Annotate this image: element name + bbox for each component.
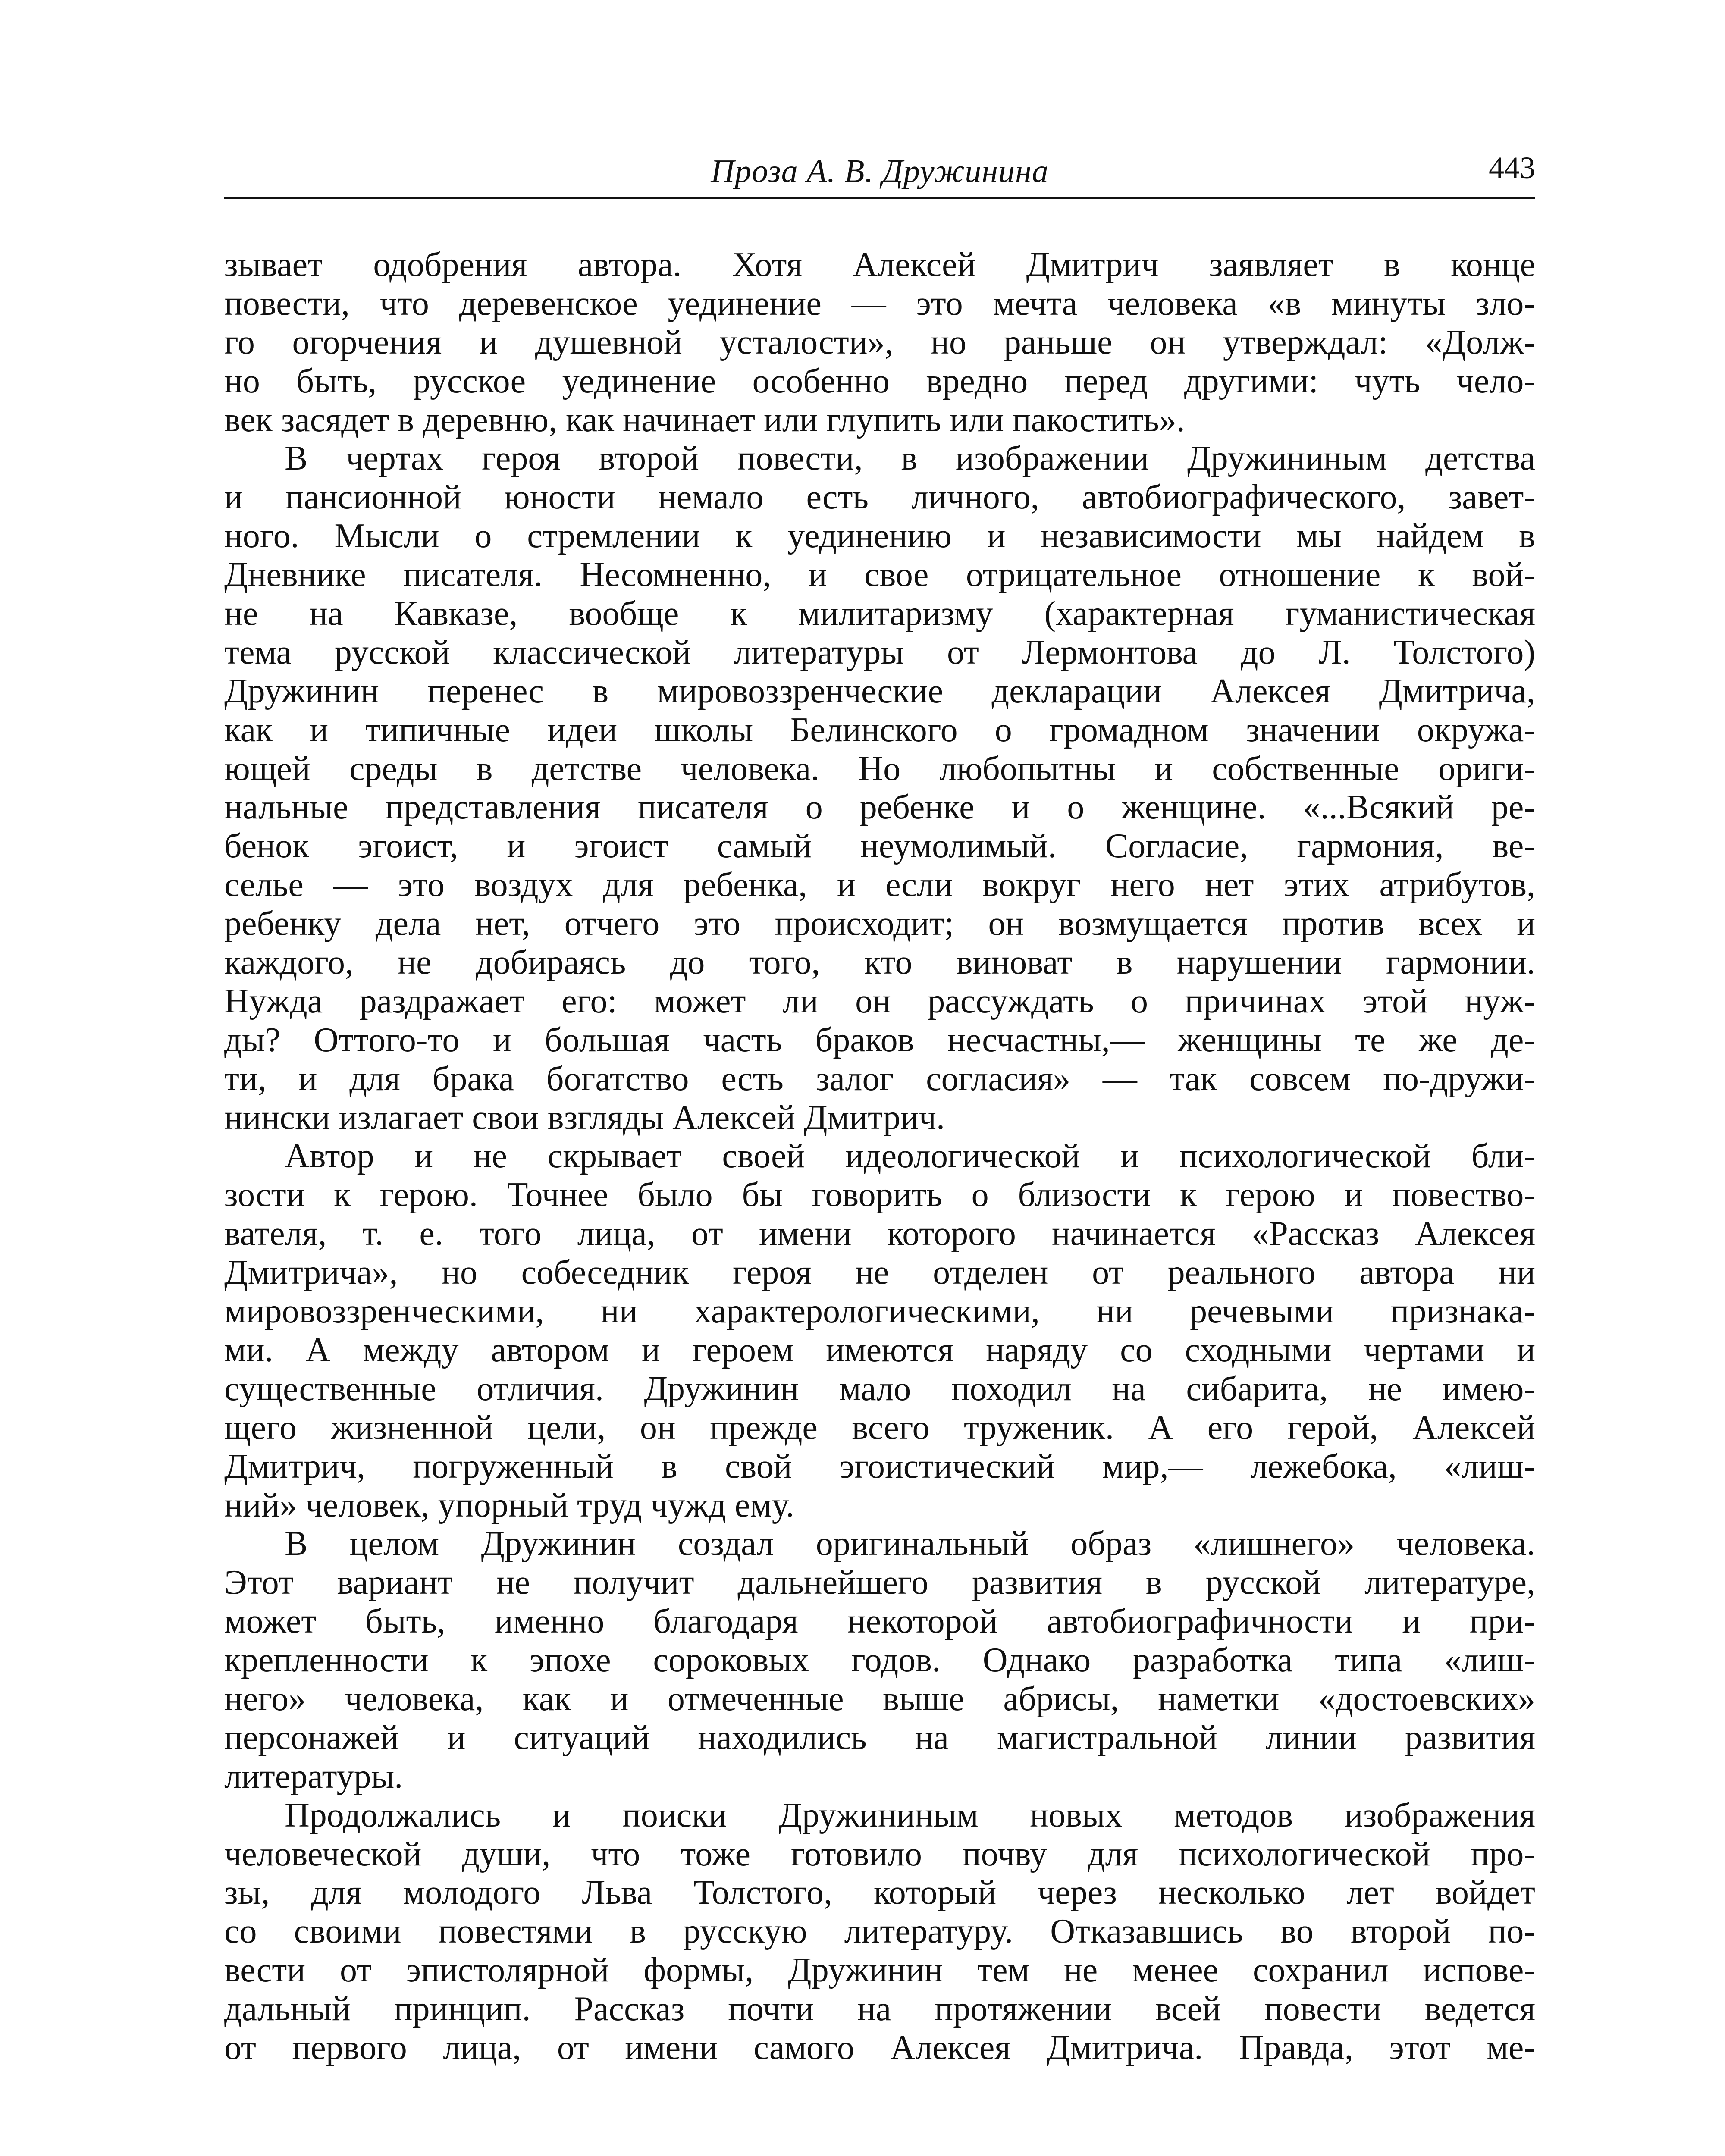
text-line: ного. Мысли о стремлении к уединению и независимости мы найдем в	[224, 517, 1535, 555]
text-line: ми. А между автором и героем имеются наряду со сходными чертами и	[224, 1331, 1535, 1369]
text-line: зости к герою. Точнее было бы говорить о близости к герою и повество-	[224, 1176, 1535, 1214]
text-line: со своими повестями в русскую литературу. Отказавшись во второй по-	[224, 1912, 1535, 1951]
text-line: персонажей и ситуаций находились на магистральной линии развития	[224, 1718, 1535, 1757]
text-line: существенные отличия. Дружинин мало походил на сибарита, не имею-	[224, 1369, 1535, 1408]
text-line: от первого лица, от имени самого Алексея Дмитрича. Правда, этот ме-	[224, 2028, 1535, 2067]
page-header	[224, 142, 1535, 194]
text-line: может быть, именно благодаря некоторой автобиографичности и при-	[224, 1602, 1535, 1641]
text-line: нальные представления писателя о ребенке и о женщине. «...Всякий ре-	[224, 788, 1535, 827]
text-line: человеческой души, что тоже готовило почву для психологической про-	[224, 1835, 1535, 1873]
text-line: литературы.	[224, 1757, 403, 1796]
text-line: щего жизненной цели, он прежде всего труженик. А его герой, Алексей	[224, 1408, 1535, 1447]
text-line: Дружинин перенес в мировоззренческие декларации Алексея Дмитрича,	[224, 672, 1535, 710]
text-line: каждого, не добираясь до того, кто виноват в нарушении гармонии.	[224, 943, 1535, 982]
text-line: вателя, т. е. того лица, от имени которого начинается «Рассказ Алексея	[224, 1215, 1535, 1253]
text-line: мировоззренческими, ни характерологическими, ни речевыми признака-	[224, 1292, 1535, 1331]
text-line: зы, для молодого Льва Толстого, который через несколько лет войдет	[224, 1874, 1535, 1912]
text-line: селье — это воздух для ребенка, и если вокруг него нет этих атрибутов,	[224, 866, 1535, 904]
text-line: Этот вариант не получит дальнейшего развития в русской литературе,	[224, 1564, 1535, 1602]
text-line: бенок эгоист, и эгоист самый неумолимый. Согласие, гармония, ве-	[224, 827, 1535, 865]
page-number: 443	[1489, 150, 1535, 185]
body-text	[224, 246, 1535, 2068]
text-line: ющей среды в детстве человека. Но любопытны и собственные ориги-	[224, 749, 1535, 788]
text-line: зывает одобрения автора. Хотя Алексей Дмитрич заявляет в конце	[224, 246, 1535, 284]
text-line: вести от эпистолярной формы, Дружинин тем не менее сохранил испове-	[224, 1951, 1535, 1990]
text-line: В чертах героя второй повести, в изображении Дружининым детства	[285, 439, 1535, 478]
text-line: Нужда раздражает его: может ли он рассуждать о причинах этой нуж-	[224, 982, 1535, 1020]
text-line: ребенку дела нет, отчего это происходит; он возмущается против всех и	[224, 905, 1535, 943]
text-line: как и типичные идеи школы Белинского о громадном значении окружа-	[224, 711, 1535, 749]
text-line: В целом Дружинин создал оригинальный образ «лишнего» человека.	[285, 1525, 1535, 1563]
text-line: и пансионной юности немало есть личного, автобиографического, завет-	[224, 478, 1535, 517]
header-rule	[224, 197, 1535, 199]
text-line: ти, и для брака богатство есть залог согласия» — так совсем по-дружи-	[224, 1059, 1535, 1098]
text-line: Дмитрич, погруженный в свой эгоистический мир,— лежебока, «лиш-	[224, 1447, 1535, 1485]
text-line: не на Кавказе, вообще к милитаризму (характерная гуманистическая	[224, 595, 1535, 633]
text-line: ний» человек, упорный труд чужд ему.	[224, 1486, 794, 1524]
text-line: Дневнике писателя. Несомненно, и свое отрицательное отношение к вой-	[224, 556, 1535, 594]
text-line: век засядет в деревню, как начинает или глупить или пакостить».	[224, 401, 1185, 439]
text-line: ды? Оттого-то и большая часть браков несчастны,— женщины те же де-	[224, 1021, 1535, 1059]
text-line: Продолжались и поиски Дружининым новых методов изображения	[285, 1796, 1535, 1834]
text-line: крепленности к эпохе сороковых годов. Однако разработка типа «лиш-	[224, 1641, 1535, 1680]
text-line: Автор и не скрывает своей идеологической и психологической бли-	[285, 1137, 1535, 1175]
text-line: нински излагает свои взгляды Алексей Дмитрич.	[224, 1098, 945, 1137]
text-line: го огорчения и душевной усталости», но раньше он утверждал: «Долж-	[224, 323, 1535, 361]
text-line: повести, что деревенское уединение — это мечта человека «в минуты зло-	[224, 284, 1535, 323]
text-line: него» человека, как и отмеченные выше абрисы, наметки «достоевских»	[224, 1680, 1535, 1718]
running-title: Проза А. В. Дружинина	[711, 153, 1049, 189]
text-line: дальный принцип. Рассказ почти на протяжении всей повести ведется	[224, 1990, 1535, 2028]
text-line: Дмитрича», но собеседник героя не отделен от реального автора ни	[224, 1253, 1535, 1292]
text-line: но быть, русское уединение особенно вредно перед другими: чуть чело-	[224, 362, 1535, 400]
text-line: тема русской классической литературы от Лермонтова до Л. Толстого)	[224, 633, 1535, 671]
